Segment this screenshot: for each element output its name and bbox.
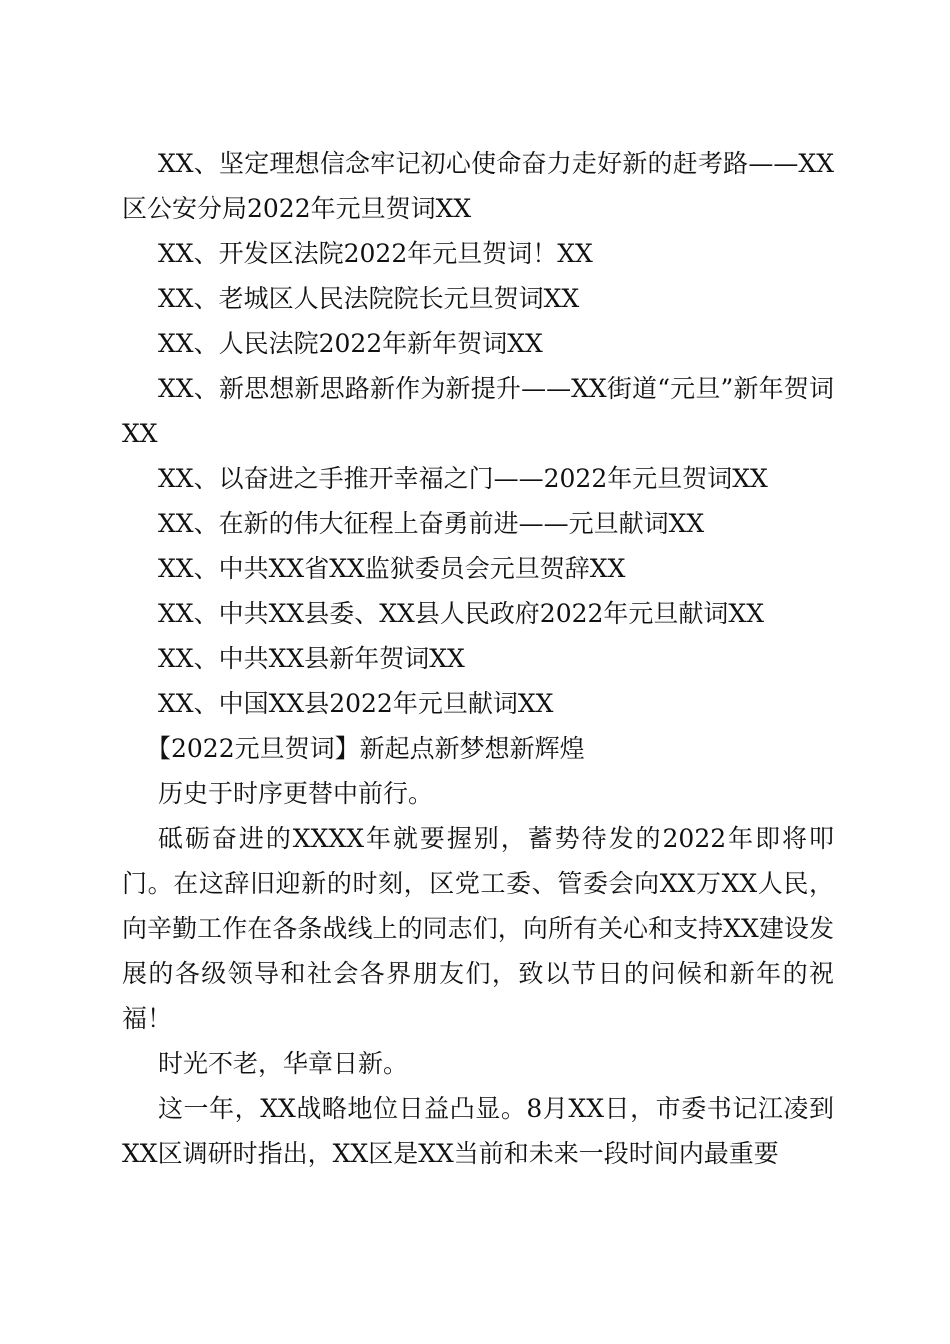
paragraph-11: XX、中国XX县2022年元旦献词XX — [158, 689, 554, 718]
paragraph-10: XX、中共XX县新年贺词XX — [158, 644, 465, 673]
paragraph-5: XX、新思想新思路新作为新提升——XX街道“元旦”新年贺词XX — [122, 374, 834, 448]
paragraph-4: XX、人民法院2022年新年贺词XX — [158, 329, 543, 358]
paragraph-14: 砥砺奋进的XXXX年就要握别，蓄势待发的2022年即将叩门。在这辞旧迎新的时刻，区党工委、管委会向XX万XX人民，向辛勤工作在各条战线上的同志们，向所有关心和支持XX建设发展的各级领导和社会各界朋友们，致以节日的问候和新年的祝福！ — [122, 824, 834, 1033]
paragraph-1: XX、坚定理想信念牢记初心使命奋力走好新的赶考路——XX区公安分局2022年元旦贺词XX — [122, 149, 834, 223]
paragraph-9: XX、中共XX县委、XX县人民政府2022年元旦献词XX — [158, 599, 765, 628]
section-heading: 【2022元旦贺词】新起点新梦想新辉煌 — [146, 734, 585, 763]
paragraph-6: XX、以奋进之手推开幸福之门——2022年元旦贺词XX — [158, 464, 768, 493]
paragraph-13: 历史于时序更替中前行。 — [158, 779, 434, 808]
paragraph-15: 时光不老，华章日新。 — [158, 1049, 409, 1078]
paragraph-3: XX、老城区人民法院院长元旦贺词XX — [158, 284, 580, 313]
paragraph-16: 这一年，XX战略地位日益凸显。8月XX日，市委书记江凌到XX区调研时指出，XX区是XX当前和未来一段时间内最重要 — [122, 1094, 834, 1168]
paragraph-8: XX、中共XX省XX监狱委员会元旦贺辞XX — [158, 554, 626, 583]
document-body — [122, 141, 834, 1176]
paragraph-2: XX、开发区法院2022年元旦贺词！XX — [158, 239, 593, 268]
paragraph-7: XX、在新的伟大征程上奋勇前进——元旦献词XX — [158, 509, 705, 538]
